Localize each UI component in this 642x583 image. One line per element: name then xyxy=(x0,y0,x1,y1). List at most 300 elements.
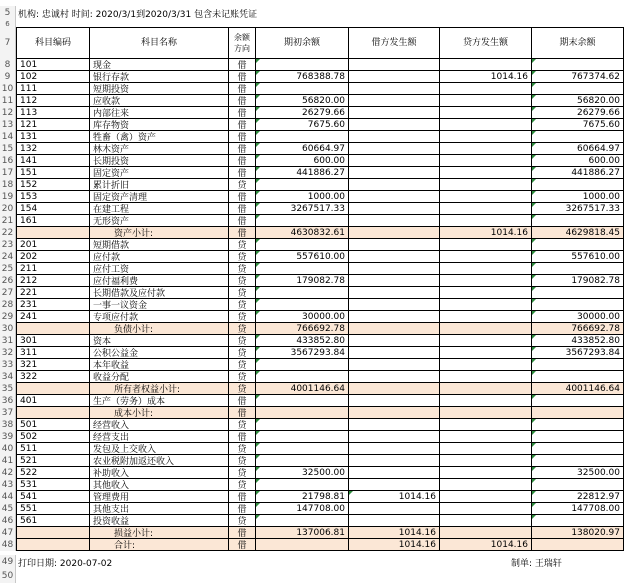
row-number[interactable]: 26 xyxy=(0,275,16,287)
closing-balance-cell[interactable] xyxy=(532,539,624,551)
debit-amount-cell[interactable] xyxy=(349,491,440,503)
credit-amount-cell[interactable] xyxy=(440,71,532,83)
credit-amount-cell[interactable] xyxy=(440,227,532,239)
row-number[interactable]: 21 xyxy=(0,215,16,227)
debit-amount-cell[interactable] xyxy=(349,59,440,71)
row-number[interactable]: 35 xyxy=(0,383,16,395)
opening-balance-cell[interactable] xyxy=(256,383,349,395)
balance-direction-cell[interactable] xyxy=(229,167,256,179)
closing-balance-cell[interactable] xyxy=(532,347,624,359)
account-code-cell[interactable] xyxy=(16,71,90,83)
closing-balance-cell[interactable] xyxy=(532,227,624,239)
balance-direction-cell[interactable] xyxy=(229,347,256,359)
account-code-cell[interactable] xyxy=(16,251,90,263)
account-name-cell[interactable] xyxy=(90,179,229,191)
row-number[interactable]: 19 xyxy=(0,191,16,203)
account-code-cell[interactable] xyxy=(16,539,90,551)
debit-amount-cell[interactable] xyxy=(349,167,440,179)
closing-balance-cell[interactable] xyxy=(532,479,624,491)
credit-amount-cell[interactable] xyxy=(440,359,532,371)
closing-balance-cell[interactable] xyxy=(532,83,624,95)
opening-balance-cell[interactable] xyxy=(256,227,349,239)
credit-amount-cell[interactable] xyxy=(440,95,532,107)
account-code-cell[interactable] xyxy=(16,467,90,479)
opening-balance-cell[interactable] xyxy=(256,311,349,323)
debit-amount-cell[interactable] xyxy=(349,455,440,467)
account-code-cell[interactable] xyxy=(16,191,90,203)
closing-balance-cell[interactable] xyxy=(532,335,624,347)
row-number[interactable]: 12 xyxy=(0,107,16,119)
opening-balance-cell[interactable] xyxy=(256,275,349,287)
balance-direction-cell[interactable] xyxy=(229,383,256,395)
closing-balance-cell[interactable] xyxy=(532,179,624,191)
account-name-cell[interactable] xyxy=(90,491,229,503)
debit-amount-cell[interactable] xyxy=(349,131,440,143)
account-name-cell[interactable] xyxy=(90,431,229,443)
balance-direction-cell[interactable] xyxy=(229,59,256,71)
closing-balance-cell[interactable] xyxy=(532,371,624,383)
credit-amount-cell[interactable] xyxy=(440,83,532,95)
closing-balance-cell[interactable] xyxy=(532,155,624,167)
balance-direction-cell[interactable] xyxy=(229,443,256,455)
row-number[interactable]: 49 xyxy=(0,555,16,569)
debit-amount-cell[interactable] xyxy=(349,215,440,227)
credit-amount-cell[interactable] xyxy=(440,203,532,215)
debit-amount-cell[interactable] xyxy=(349,83,440,95)
account-code-cell[interactable] xyxy=(16,503,90,515)
row-number[interactable]: 28 xyxy=(0,299,16,311)
opening-balance-cell[interactable] xyxy=(256,191,349,203)
credit-amount-cell[interactable] xyxy=(440,167,532,179)
balance-direction-cell[interactable] xyxy=(229,179,256,191)
row-number[interactable]: 7 xyxy=(0,27,16,59)
account-name-cell[interactable] xyxy=(90,155,229,167)
opening-balance-cell[interactable] xyxy=(256,527,349,539)
row-number[interactable]: 38 xyxy=(0,419,16,431)
opening-balance-cell[interactable] xyxy=(256,467,349,479)
balance-direction-cell[interactable] xyxy=(229,419,256,431)
row-number[interactable]: 27 xyxy=(0,287,16,299)
closing-balance-cell[interactable] xyxy=(532,107,624,119)
balance-direction-cell[interactable] xyxy=(229,191,256,203)
row-number[interactable]: 6 xyxy=(0,20,16,27)
credit-amount-cell[interactable] xyxy=(440,215,532,227)
opening-balance-cell[interactable] xyxy=(256,299,349,311)
account-code-cell[interactable] xyxy=(16,311,90,323)
account-code-cell[interactable] xyxy=(16,515,90,527)
account-code-cell[interactable] xyxy=(16,347,90,359)
opening-balance-cell[interactable] xyxy=(256,251,349,263)
balance-direction-cell[interactable] xyxy=(229,467,256,479)
account-name-cell[interactable] xyxy=(90,359,229,371)
row-number[interactable]: 48 xyxy=(0,539,16,551)
closing-balance-cell[interactable] xyxy=(532,287,624,299)
balance-direction-cell[interactable] xyxy=(229,527,256,539)
balance-direction-cell[interactable] xyxy=(229,503,256,515)
opening-balance-cell[interactable] xyxy=(256,131,349,143)
credit-amount-cell[interactable] xyxy=(440,275,532,287)
opening-balance-cell[interactable] xyxy=(256,119,349,131)
closing-balance-cell[interactable] xyxy=(532,275,624,287)
closing-balance-cell[interactable] xyxy=(532,131,624,143)
balance-direction-cell[interactable] xyxy=(229,323,256,335)
account-code-cell[interactable] xyxy=(16,287,90,299)
debit-amount-cell[interactable] xyxy=(349,431,440,443)
closing-balance-cell[interactable] xyxy=(532,443,624,455)
account-code-cell[interactable] xyxy=(16,119,90,131)
closing-balance-cell[interactable] xyxy=(532,119,624,131)
account-code-cell[interactable] xyxy=(16,431,90,443)
row-number[interactable]: 50 xyxy=(0,569,16,583)
debit-amount-cell[interactable] xyxy=(349,71,440,83)
account-code-cell[interactable] xyxy=(16,131,90,143)
row-number[interactable]: 33 xyxy=(0,359,16,371)
account-name-cell[interactable] xyxy=(90,527,229,539)
row-number[interactable]: 24 xyxy=(0,251,16,263)
account-name-cell[interactable] xyxy=(90,95,229,107)
account-name-cell[interactable] xyxy=(90,131,229,143)
credit-amount-cell[interactable] xyxy=(440,335,532,347)
opening-balance-cell[interactable] xyxy=(256,407,349,419)
balance-direction-cell[interactable] xyxy=(229,227,256,239)
row-number[interactable]: 29 xyxy=(0,311,16,323)
opening-balance-cell[interactable] xyxy=(256,263,349,275)
row-number[interactable]: 10 xyxy=(0,83,16,95)
closing-balance-cell[interactable] xyxy=(532,515,624,527)
credit-amount-cell[interactable] xyxy=(440,371,532,383)
account-name-cell[interactable] xyxy=(90,443,229,455)
account-code-cell[interactable] xyxy=(16,395,90,407)
row-number[interactable]: 20 xyxy=(0,203,16,215)
balance-direction-cell[interactable] xyxy=(229,407,256,419)
debit-amount-cell[interactable] xyxy=(349,107,440,119)
credit-amount-cell[interactable] xyxy=(440,431,532,443)
account-code-cell[interactable] xyxy=(16,155,90,167)
opening-balance-cell[interactable] xyxy=(256,179,349,191)
row-number[interactable]: 36 xyxy=(0,395,16,407)
closing-balance-cell[interactable] xyxy=(532,263,624,275)
opening-balance-cell[interactable] xyxy=(256,359,349,371)
opening-balance-cell[interactable] xyxy=(256,491,349,503)
balance-direction-cell[interactable] xyxy=(229,263,256,275)
row-number[interactable]: 46 xyxy=(0,515,16,527)
account-name-cell[interactable] xyxy=(90,143,229,155)
account-code-cell[interactable] xyxy=(16,215,90,227)
closing-balance-cell[interactable] xyxy=(532,311,624,323)
closing-balance-cell[interactable] xyxy=(532,503,624,515)
balance-direction-cell[interactable] xyxy=(229,239,256,251)
debit-amount-cell[interactable] xyxy=(349,347,440,359)
closing-balance-cell[interactable] xyxy=(532,419,624,431)
credit-amount-cell[interactable] xyxy=(440,323,532,335)
account-name-cell[interactable] xyxy=(90,347,229,359)
opening-balance-cell[interactable] xyxy=(256,347,349,359)
row-number[interactable]: 5 xyxy=(0,6,16,20)
opening-balance-cell[interactable] xyxy=(256,431,349,443)
account-name-cell[interactable] xyxy=(90,395,229,407)
opening-balance-cell[interactable] xyxy=(256,83,349,95)
opening-balance-cell[interactable] xyxy=(256,143,349,155)
row-number[interactable]: 13 xyxy=(0,119,16,131)
balance-direction-cell[interactable] xyxy=(229,359,256,371)
debit-amount-cell[interactable] xyxy=(349,467,440,479)
debit-amount-cell[interactable] xyxy=(349,371,440,383)
credit-amount-cell[interactable] xyxy=(440,299,532,311)
account-code-cell[interactable] xyxy=(16,359,90,371)
credit-amount-cell[interactable] xyxy=(440,107,532,119)
closing-balance-cell[interactable] xyxy=(532,431,624,443)
account-code-cell[interactable] xyxy=(16,323,90,335)
opening-balance-cell[interactable] xyxy=(256,335,349,347)
opening-balance-cell[interactable] xyxy=(256,215,349,227)
balance-direction-cell[interactable] xyxy=(229,371,256,383)
credit-amount-cell[interactable] xyxy=(440,239,532,251)
credit-amount-cell[interactable] xyxy=(440,179,532,191)
debit-amount-cell[interactable] xyxy=(349,311,440,323)
debit-amount-cell[interactable] xyxy=(349,395,440,407)
debit-amount-cell[interactable] xyxy=(349,191,440,203)
closing-balance-cell[interactable] xyxy=(532,167,624,179)
closing-balance-cell[interactable] xyxy=(532,143,624,155)
debit-amount-cell[interactable] xyxy=(349,407,440,419)
opening-balance-cell[interactable] xyxy=(256,107,349,119)
balance-direction-cell[interactable] xyxy=(229,71,256,83)
row-number[interactable]: 42 xyxy=(0,467,16,479)
closing-balance-cell[interactable] xyxy=(532,383,624,395)
debit-amount-cell[interactable] xyxy=(349,179,440,191)
account-name-cell[interactable] xyxy=(90,275,229,287)
account-code-cell[interactable] xyxy=(16,107,90,119)
balance-direction-cell[interactable] xyxy=(229,107,256,119)
account-code-cell[interactable] xyxy=(16,419,90,431)
closing-balance-cell[interactable] xyxy=(532,359,624,371)
closing-balance-cell[interactable] xyxy=(532,95,624,107)
account-code-cell[interactable] xyxy=(16,263,90,275)
debit-amount-cell[interactable] xyxy=(349,263,440,275)
balance-direction-cell[interactable] xyxy=(229,83,256,95)
balance-direction-cell[interactable] xyxy=(229,515,256,527)
account-code-cell[interactable] xyxy=(16,179,90,191)
opening-balance-cell[interactable] xyxy=(256,59,349,71)
account-name-cell[interactable] xyxy=(90,71,229,83)
closing-balance-cell[interactable] xyxy=(532,251,624,263)
account-name-cell[interactable] xyxy=(90,515,229,527)
opening-balance-cell[interactable] xyxy=(256,503,349,515)
credit-amount-cell[interactable] xyxy=(440,455,532,467)
credit-amount-cell[interactable] xyxy=(440,419,532,431)
row-number[interactable]: 11 xyxy=(0,95,16,107)
debit-amount-cell[interactable] xyxy=(349,359,440,371)
closing-balance-cell[interactable] xyxy=(532,455,624,467)
account-name-cell[interactable] xyxy=(90,479,229,491)
account-name-cell[interactable] xyxy=(90,119,229,131)
credit-amount-cell[interactable] xyxy=(440,479,532,491)
opening-balance-cell[interactable] xyxy=(256,515,349,527)
account-code-cell[interactable] xyxy=(16,95,90,107)
credit-amount-cell[interactable] xyxy=(440,503,532,515)
credit-amount-cell[interactable] xyxy=(440,395,532,407)
opening-balance-cell[interactable] xyxy=(256,287,349,299)
account-code-cell[interactable] xyxy=(16,527,90,539)
row-number[interactable]: 34 xyxy=(0,371,16,383)
opening-balance-cell[interactable] xyxy=(256,443,349,455)
row-number[interactable]: 39 xyxy=(0,431,16,443)
opening-balance-cell[interactable] xyxy=(256,455,349,467)
debit-amount-cell[interactable] xyxy=(349,299,440,311)
opening-balance-cell[interactable] xyxy=(256,395,349,407)
account-name-cell[interactable] xyxy=(90,383,229,395)
credit-amount-cell[interactable] xyxy=(440,59,532,71)
account-code-cell[interactable] xyxy=(16,479,90,491)
account-name-cell[interactable] xyxy=(90,323,229,335)
closing-balance-cell[interactable] xyxy=(532,215,624,227)
opening-balance-cell[interactable] xyxy=(256,155,349,167)
row-number[interactable]: 23 xyxy=(0,239,16,251)
row-number[interactable]: 40 xyxy=(0,443,16,455)
account-code-cell[interactable] xyxy=(16,371,90,383)
account-code-cell[interactable] xyxy=(16,455,90,467)
closing-balance-cell[interactable] xyxy=(532,407,624,419)
debit-amount-cell[interactable] xyxy=(349,323,440,335)
row-number[interactable]: 22 xyxy=(0,227,16,239)
balance-direction-cell[interactable] xyxy=(229,203,256,215)
balance-direction-cell[interactable] xyxy=(229,95,256,107)
debit-amount-cell[interactable] xyxy=(349,155,440,167)
closing-balance-cell[interactable] xyxy=(532,191,624,203)
row-number[interactable]: 14 xyxy=(0,131,16,143)
account-code-cell[interactable] xyxy=(16,275,90,287)
account-code-cell[interactable] xyxy=(16,335,90,347)
closing-balance-cell[interactable] xyxy=(532,239,624,251)
opening-balance-cell[interactable] xyxy=(256,479,349,491)
closing-balance-cell[interactable] xyxy=(532,59,624,71)
account-name-cell[interactable] xyxy=(90,83,229,95)
account-code-cell[interactable] xyxy=(16,299,90,311)
closing-balance-cell[interactable] xyxy=(532,467,624,479)
account-name-cell[interactable] xyxy=(90,239,229,251)
account-name-cell[interactable] xyxy=(90,107,229,119)
credit-amount-cell[interactable] xyxy=(440,191,532,203)
balance-direction-cell[interactable] xyxy=(229,131,256,143)
account-name-cell[interactable] xyxy=(90,335,229,347)
credit-amount-cell[interactable] xyxy=(440,443,532,455)
opening-balance-cell[interactable] xyxy=(256,323,349,335)
debit-amount-cell[interactable] xyxy=(349,383,440,395)
debit-amount-cell[interactable] xyxy=(349,203,440,215)
debit-amount-cell[interactable] xyxy=(349,419,440,431)
credit-amount-cell[interactable] xyxy=(440,311,532,323)
account-name-cell[interactable] xyxy=(90,467,229,479)
row-number[interactable]: 37 xyxy=(0,407,16,419)
closing-balance-cell[interactable] xyxy=(532,491,624,503)
row-number[interactable]: 16 xyxy=(0,155,16,167)
row-number[interactable]: 32 xyxy=(0,347,16,359)
account-code-cell[interactable] xyxy=(16,83,90,95)
opening-balance-cell[interactable] xyxy=(256,419,349,431)
account-name-cell[interactable] xyxy=(90,371,229,383)
row-number[interactable]: 44 xyxy=(0,491,16,503)
row-number[interactable]: 31 xyxy=(0,335,16,347)
credit-amount-cell[interactable] xyxy=(440,119,532,131)
row-number[interactable]: 9 xyxy=(0,71,16,83)
account-name-cell[interactable] xyxy=(90,203,229,215)
credit-amount-cell[interactable] xyxy=(440,491,532,503)
account-name-cell[interactable] xyxy=(90,263,229,275)
closing-balance-cell[interactable] xyxy=(532,527,624,539)
debit-amount-cell[interactable] xyxy=(349,443,440,455)
credit-amount-cell[interactable] xyxy=(440,467,532,479)
opening-balance-cell[interactable] xyxy=(256,95,349,107)
account-code-cell[interactable] xyxy=(16,491,90,503)
credit-amount-cell[interactable] xyxy=(440,347,532,359)
debit-amount-cell[interactable] xyxy=(349,287,440,299)
closing-balance-cell[interactable] xyxy=(532,203,624,215)
debit-amount-cell[interactable] xyxy=(349,515,440,527)
credit-amount-cell[interactable] xyxy=(440,155,532,167)
account-name-cell[interactable] xyxy=(90,419,229,431)
opening-balance-cell[interactable] xyxy=(256,203,349,215)
debit-amount-cell[interactable] xyxy=(349,527,440,539)
balance-direction-cell[interactable] xyxy=(229,119,256,131)
balance-direction-cell[interactable] xyxy=(229,251,256,263)
debit-amount-cell[interactable] xyxy=(349,239,440,251)
credit-amount-cell[interactable] xyxy=(440,263,532,275)
debit-amount-cell[interactable] xyxy=(349,503,440,515)
debit-amount-cell[interactable] xyxy=(349,95,440,107)
debit-amount-cell[interactable] xyxy=(349,119,440,131)
row-number[interactable]: 8 xyxy=(0,59,16,71)
debit-amount-cell[interactable] xyxy=(349,479,440,491)
account-name-cell[interactable] xyxy=(90,311,229,323)
account-name-cell[interactable] xyxy=(90,191,229,203)
closing-balance-cell[interactable] xyxy=(532,395,624,407)
account-code-cell[interactable] xyxy=(16,443,90,455)
account-name-cell[interactable] xyxy=(90,539,229,551)
row-number[interactable]: 30 xyxy=(0,323,16,335)
account-code-cell[interactable] xyxy=(16,143,90,155)
account-name-cell[interactable] xyxy=(90,227,229,239)
balance-direction-cell[interactable] xyxy=(229,299,256,311)
account-name-cell[interactable] xyxy=(90,287,229,299)
balance-direction-cell[interactable] xyxy=(229,479,256,491)
balance-direction-cell[interactable] xyxy=(229,287,256,299)
credit-amount-cell[interactable] xyxy=(440,251,532,263)
account-code-cell[interactable] xyxy=(16,167,90,179)
account-code-cell[interactable] xyxy=(16,407,90,419)
balance-direction-cell[interactable] xyxy=(229,539,256,551)
credit-amount-cell[interactable] xyxy=(440,407,532,419)
balance-direction-cell[interactable] xyxy=(229,215,256,227)
balance-direction-cell[interactable] xyxy=(229,275,256,287)
credit-amount-cell[interactable] xyxy=(440,539,532,551)
account-name-cell[interactable] xyxy=(90,299,229,311)
debit-amount-cell[interactable] xyxy=(349,539,440,551)
balance-direction-cell[interactable] xyxy=(229,311,256,323)
account-name-cell[interactable] xyxy=(90,59,229,71)
row-number[interactable]: 45 xyxy=(0,503,16,515)
row-number[interactable]: 25 xyxy=(0,263,16,275)
row-number[interactable]: 17 xyxy=(0,167,16,179)
debit-amount-cell[interactable] xyxy=(349,143,440,155)
balance-direction-cell[interactable] xyxy=(229,455,256,467)
opening-balance-cell[interactable] xyxy=(256,371,349,383)
account-code-cell[interactable] xyxy=(16,203,90,215)
opening-balance-cell[interactable] xyxy=(256,167,349,179)
row-number[interactable]: 15 xyxy=(0,143,16,155)
row-number[interactable]: 47 xyxy=(0,527,16,539)
credit-amount-cell[interactable] xyxy=(440,131,532,143)
account-code-cell[interactable] xyxy=(16,239,90,251)
